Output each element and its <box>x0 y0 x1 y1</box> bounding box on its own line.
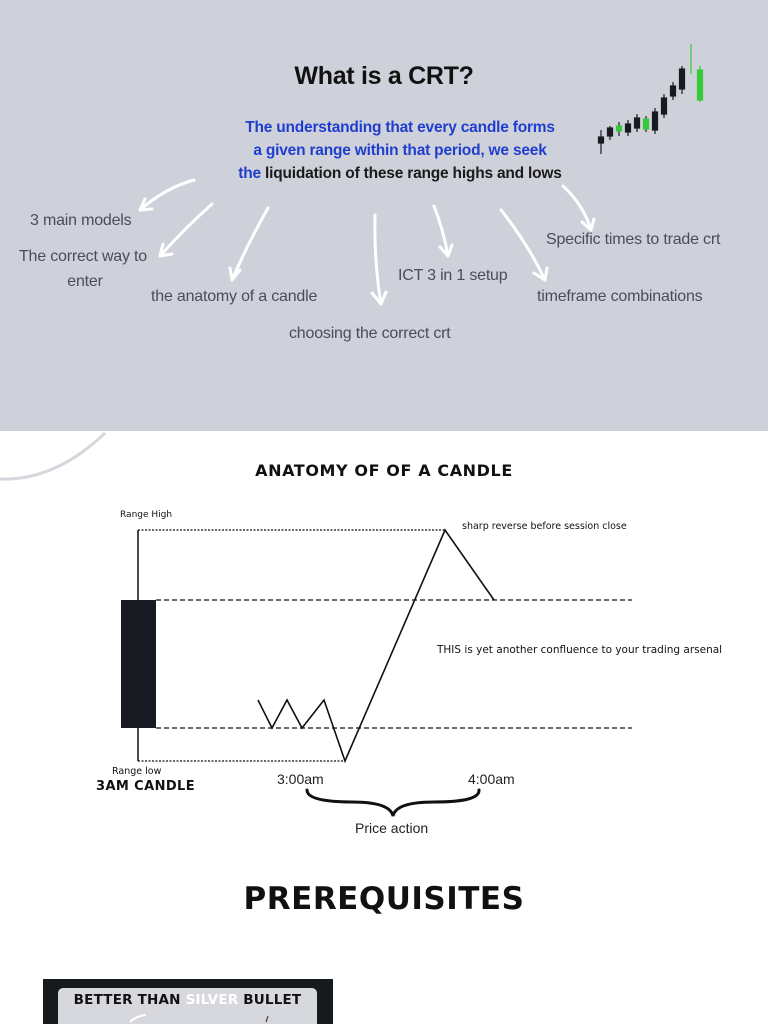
arrow-to-times-icon <box>563 186 591 230</box>
arrow-to-choosing-icon <box>375 215 381 304</box>
silver-bullet-banner <box>43 979 333 1024</box>
curly-brace-icon <box>307 790 479 816</box>
topic-ict-setup: ICT 3 in 1 setup <box>398 267 508 284</box>
topic-main-models: 3 main models <box>30 212 132 229</box>
definition-line-1: The understanding that every candle forms <box>245 119 555 136</box>
price-action-label: Price action <box>355 820 429 836</box>
topic-specific-times: Specific times to trade crt <box>546 231 721 248</box>
banner-text-part1: BETTER THAN <box>73 992 181 1008</box>
banner-text-part3: BULLET <box>243 992 302 1008</box>
definition-line-2: a given range within that period, we seek <box>253 142 547 159</box>
start-time-label: 3:00am <box>277 771 324 787</box>
topic-timeframe-combinations: timeframe combinations <box>537 288 703 305</box>
prerequisites-title: PREREQUISITES <box>243 881 525 917</box>
arrow-to-entry-icon <box>160 204 212 256</box>
arrow-to-anatomy-icon <box>232 208 268 280</box>
candle-label: 3AM CANDLE <box>96 779 196 794</box>
banner-sketch-icon <box>58 988 317 1024</box>
definition-line-3-start: the <box>238 165 261 182</box>
range-low-label: Range low <box>112 766 162 777</box>
topic-correct-entry-line1: The correct way to <box>18 248 147 265</box>
topic-choosing-crt: choosing the correct crt <box>289 325 451 342</box>
end-time-label: 4:00am <box>468 771 515 787</box>
topic-anatomy: the anatomy of a candle <box>151 288 318 305</box>
sharp-reverse-label: sharp reverse before session close <box>462 521 627 532</box>
arrow-to-timeframe-icon <box>501 210 545 280</box>
page-title: What is a CRT? <box>294 62 474 90</box>
banner-text-silver: SILVER <box>185 992 239 1008</box>
confluence-label: THIS is yet another confluence to your trading arsenal <box>437 644 723 656</box>
anatomy-title: ANATOMY OF OF A CANDLE <box>255 461 513 480</box>
banner-card <box>58 988 317 1024</box>
definition-line-3-end: liquidation of these range highs and lows <box>265 165 562 182</box>
topic-correct-entry-line2: enter <box>67 273 103 290</box>
candle-body <box>121 600 156 728</box>
range-high-label: Range High <box>120 510 173 520</box>
crt-overview-section <box>0 0 768 431</box>
arrow-to-models-icon <box>140 180 194 210</box>
